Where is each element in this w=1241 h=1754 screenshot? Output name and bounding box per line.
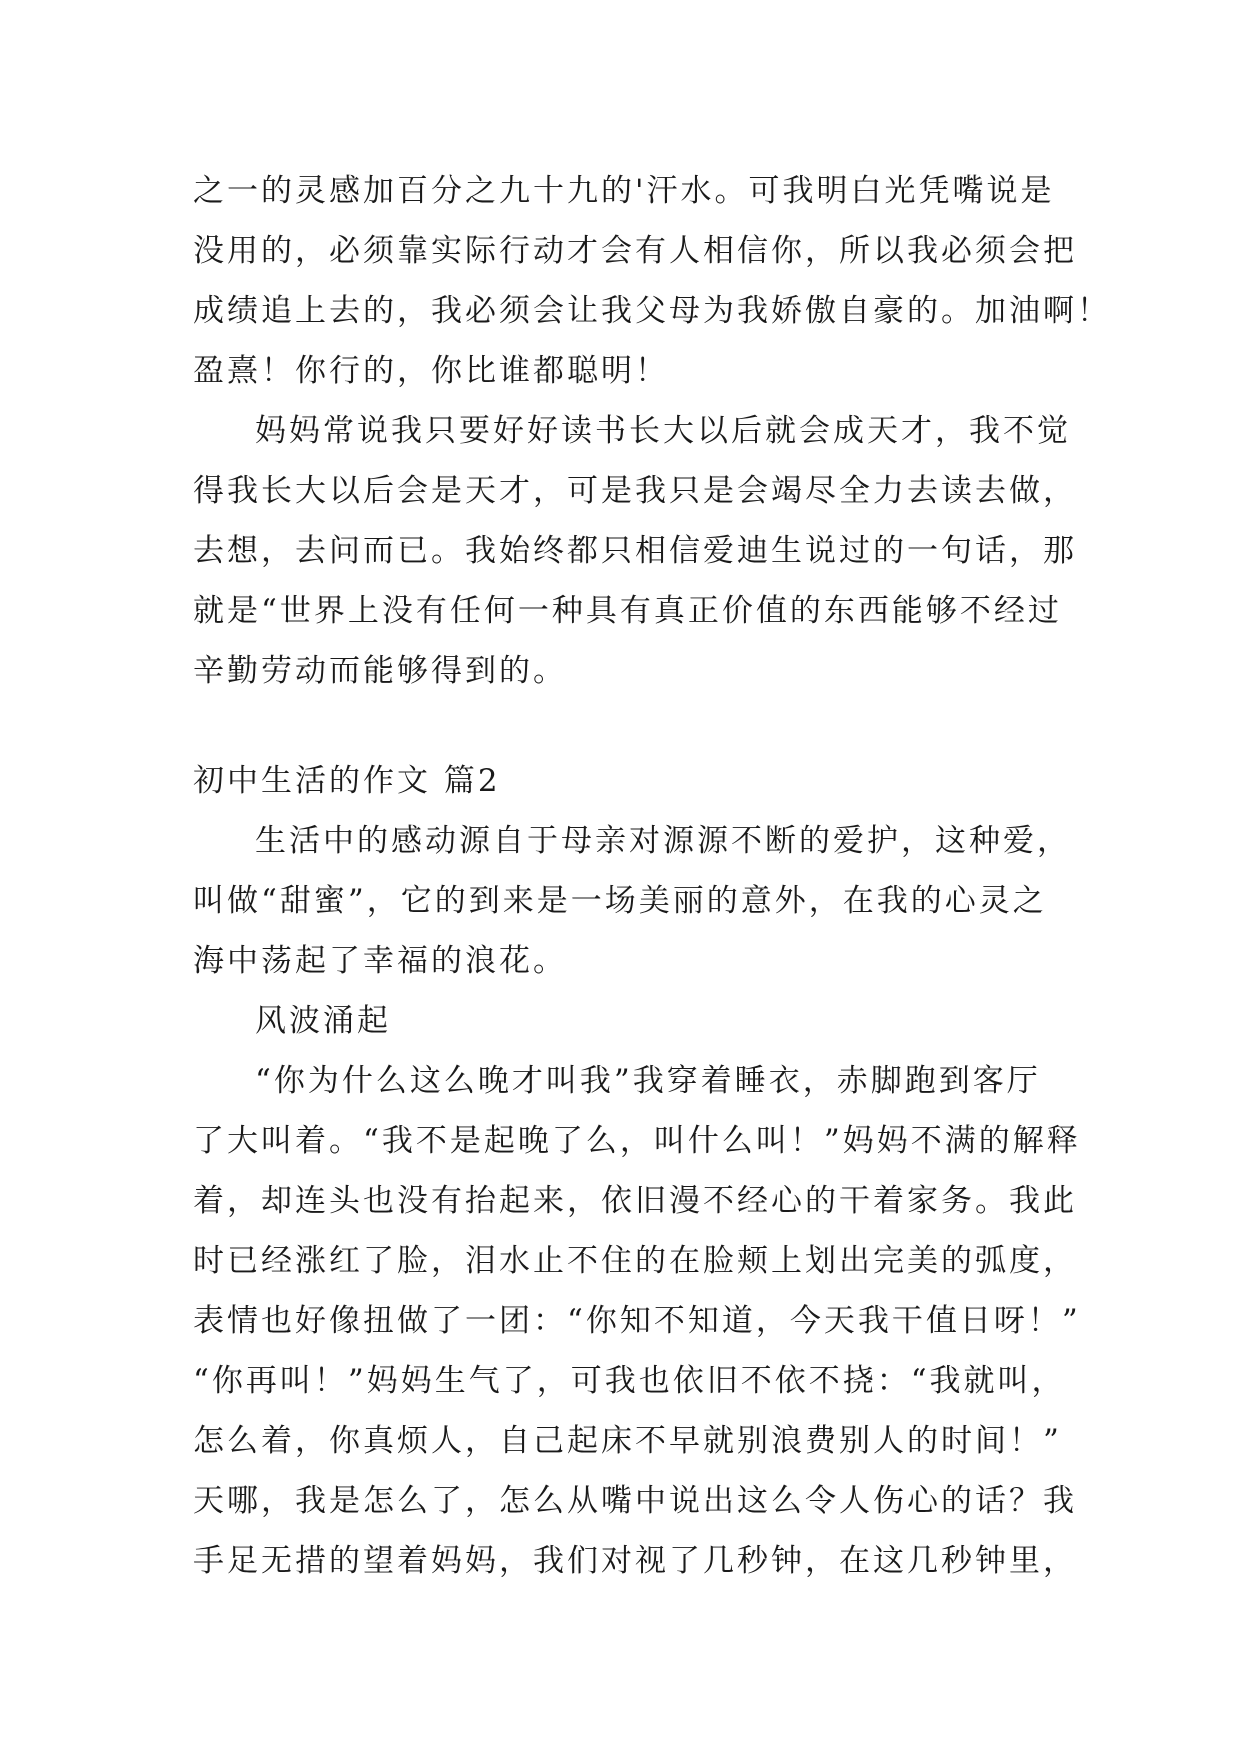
section-heading: 初中生活的作文 篇2 [193, 763, 501, 799]
text-line: 没用的，必须靠实际行动才会有人相信你，所以我必须会把 [193, 233, 1077, 269]
text-line: 之一的灵感加百分之九十九的'汗水。可我明白光凭嘴说是 [193, 173, 1055, 209]
text-line: 就是“世界上没有任何一种具有真正价值的东西能够不经过 [193, 593, 1062, 629]
paragraph-start-line: “你为什么这么晚才叫我”我穿着睡衣，赤脚跑到客厅 [255, 1063, 1041, 1099]
text-line: 成绩追上去的，我必须会让我父母为我娇傲自豪的。加油啊！ [193, 293, 1111, 329]
text-line: 辛勤劳动而能够得到的。 [193, 653, 567, 689]
text-line: “你再叫！”妈妈生气了，可我也依旧不依不挠：“我就叫， [193, 1363, 1066, 1399]
paragraph-start-line: 生活中的感动源自于母亲对源源不断的爱护，这种爱， [255, 823, 1071, 859]
text-line: 时已经涨红了脸，泪水止不住的在脸颊上划出完美的弧度， [193, 1243, 1077, 1279]
text-line: 得我长大以后会是天才，可是我只是会竭尽全力去读去做， [193, 473, 1077, 509]
text-line: 叫做“甜蜜”，它的到来是一场美丽的意外，在我的心灵之 [193, 883, 1047, 919]
text-line: 了大叫着。“我不是起晚了么，叫什么叫！”妈妈不满的解释 [193, 1123, 1081, 1159]
text-line: 盈熹！你行的，你比谁都聪明！ [193, 353, 669, 389]
text-line: 怎么着，你真烦人，自己起床不早就别浪费别人的时间！” [193, 1423, 1062, 1459]
paragraph-start-line: 妈妈常说我只要好好读书长大以后就会成天才，我不觉 [255, 413, 1071, 449]
text-line: 天哪，我是怎么了，怎么从嘴中说出这么令人伤心的话？我 [193, 1483, 1077, 1519]
subheading-line: 风波涌起 [255, 1003, 391, 1039]
text-line: 表情也好像扭做了一团：“你知不知道，今天我干值日呀！” [193, 1303, 1081, 1339]
text-line: 海中荡起了幸福的浪花。 [193, 943, 567, 979]
text-line: 去想，去问而已。我始终都只相信爱迪生说过的一句话，那 [193, 533, 1077, 569]
text-line: 手足无措的望着妈妈，我们对视了几秒钟，在这几秒钟里， [193, 1543, 1077, 1579]
text-line: 着，却连头也没有抬起来，依旧漫不经心的干着家务。我此 [193, 1183, 1077, 1219]
